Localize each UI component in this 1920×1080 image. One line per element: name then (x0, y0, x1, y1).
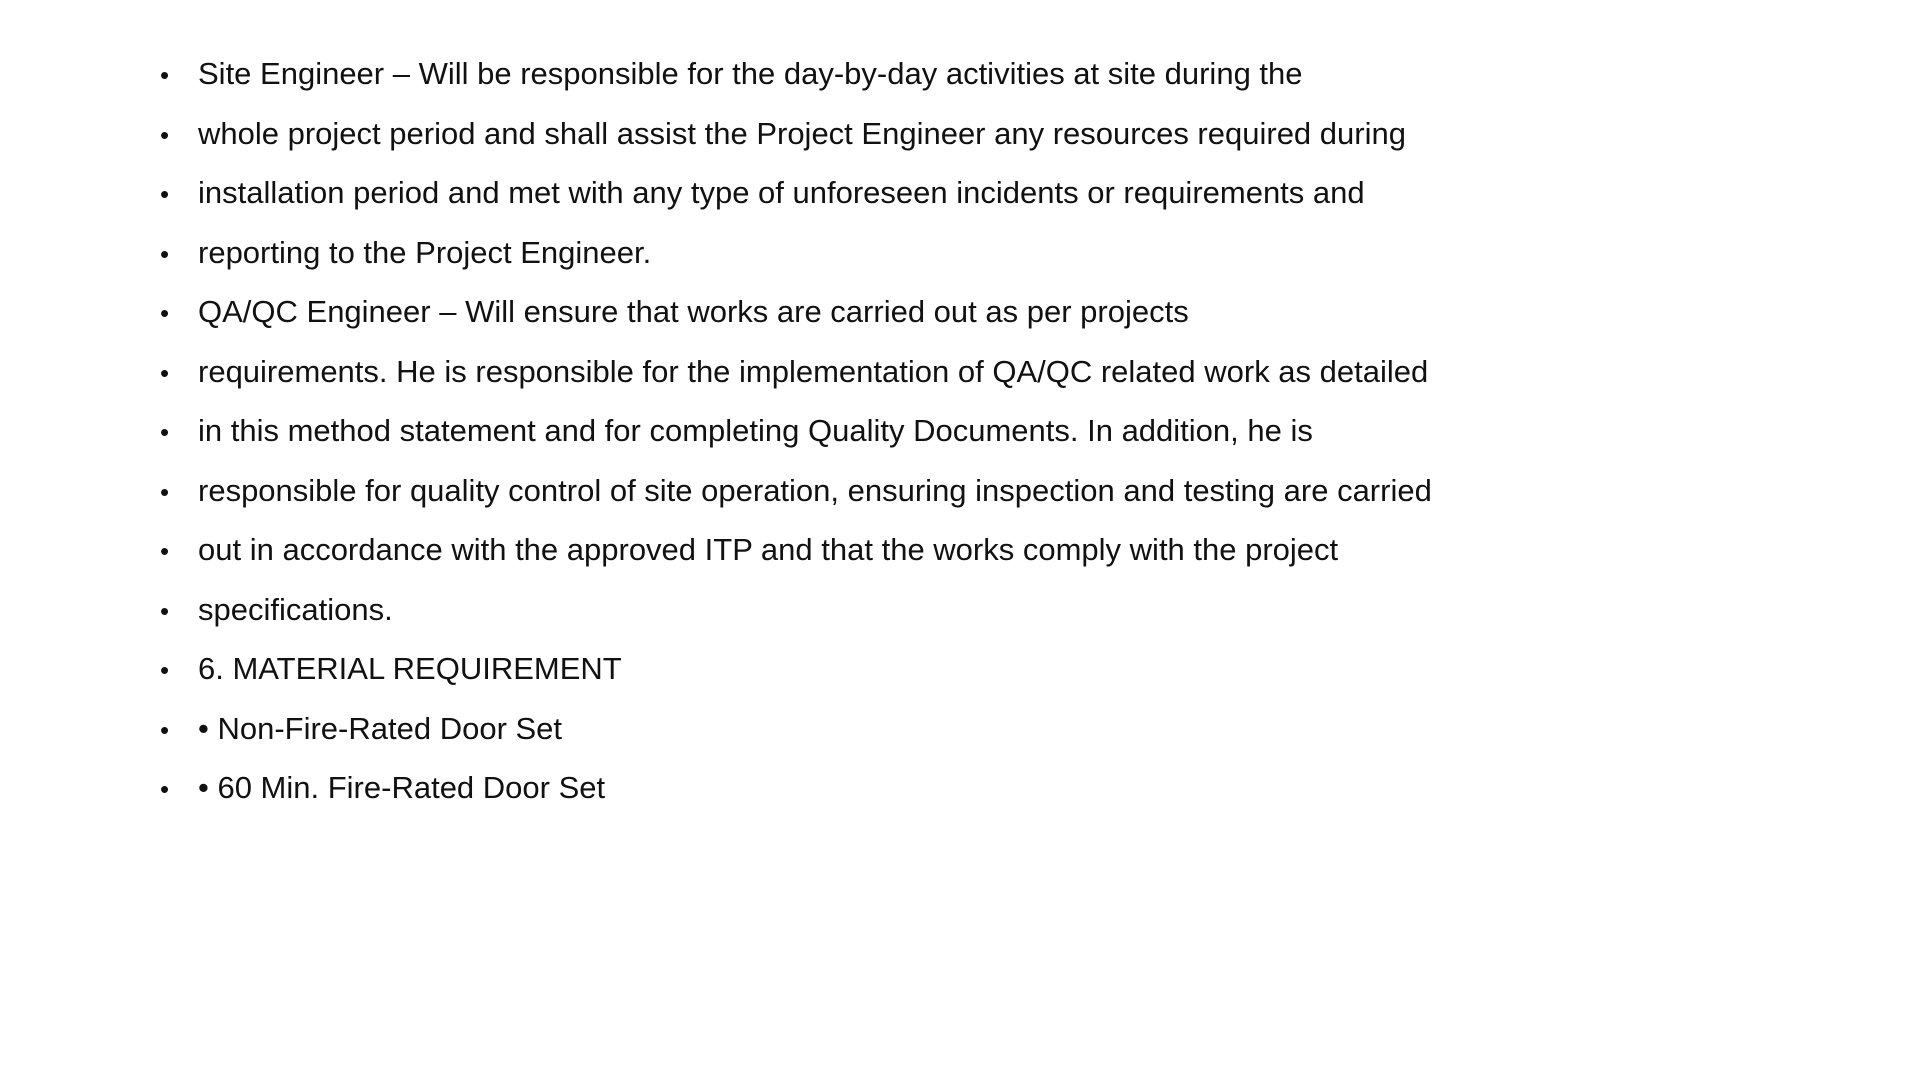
bullet-dot-icon: • (160, 476, 170, 507)
list-item-text: Site Engineer – Will be responsible for the day-by-day activities at site during the (198, 56, 1303, 91)
list-item-text: in this method statement and for completing Quality Documents. In addition, he is (198, 413, 1313, 448)
section-heading-text: 6. MATERIAL REQUIREMENT (198, 651, 622, 686)
list-item (160, 354, 1432, 414)
list-item (160, 532, 1432, 592)
list-item-text: specifications. (198, 591, 393, 627)
list-item (160, 235, 1432, 295)
list-item-text: whole project period and shall assist the Project Engineer any resources required during (198, 115, 1406, 151)
list-item (160, 473, 1432, 533)
list-item (160, 294, 1432, 354)
bullet-dot-icon: • (160, 298, 170, 328)
list-item-text: requirements. He is responsible for the implementation of QA/QC related work as detailed (198, 353, 1429, 389)
list-item (160, 116, 1432, 176)
list-item (160, 413, 1432, 473)
bullet-dot-icon: • (160, 119, 170, 150)
list-item-text: installation period and met with any type of unforeseen incidents or requirements and (198, 175, 1365, 210)
bullet-dot-icon: • (160, 238, 170, 269)
bullet-dot-icon: • (160, 655, 170, 685)
bullet-dot-icon: • (160, 357, 170, 388)
list-item (160, 56, 1432, 116)
bullet-dot-icon: • (160, 714, 170, 745)
bullet-dot-icon: • (160, 536, 170, 566)
bullet-dot-icon: • (160, 179, 170, 209)
bullet-dot-icon: • (160, 774, 170, 804)
list-item (160, 770, 1432, 830)
list-item-text: responsible for quality control of site operation, ensuring inspection and testing are carried (198, 472, 1432, 508)
list-item (160, 175, 1432, 235)
list-item-text: • Non-Fire-Rated Door Set (198, 710, 563, 746)
list-item (160, 651, 1432, 711)
list-item-text: QA/QC Engineer – Will ensure that works are carried out as per projects (198, 294, 1189, 329)
bullet-dot-icon: • (160, 417, 170, 447)
list-item-text: reporting to the Project Engineer. (198, 234, 652, 270)
list-item (160, 711, 1432, 771)
list-item-text: • 60 Min. Fire-Rated Door Set (198, 770, 606, 805)
bullet-dot-icon: • (160, 60, 170, 90)
list-item-text: out in accordance with the approved ITP and that the works comply with the project (198, 532, 1339, 567)
list-item (160, 592, 1432, 652)
bullet-list (160, 56, 1432, 830)
bullet-dot-icon: • (160, 595, 170, 626)
